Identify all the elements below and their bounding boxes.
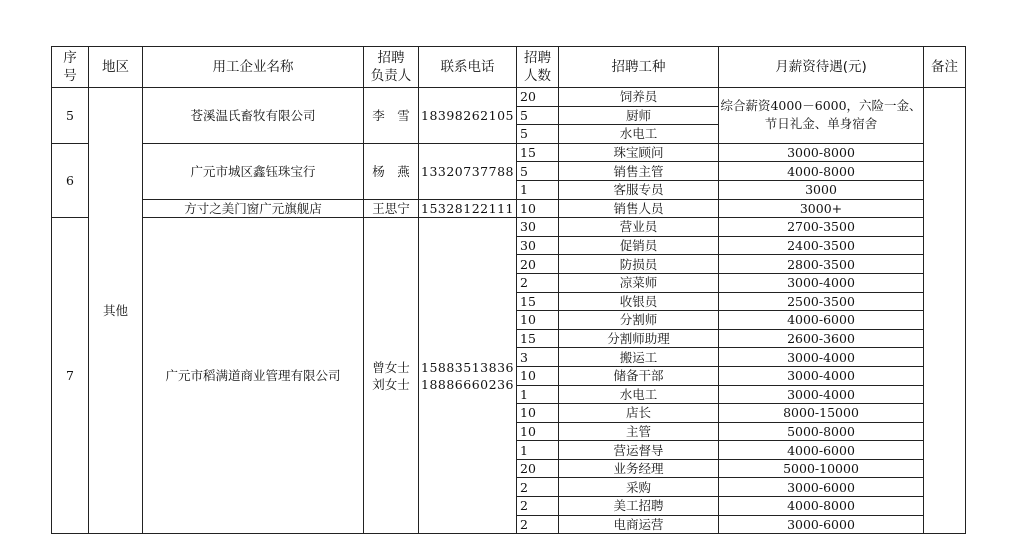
- count-cell: 20: [517, 255, 559, 274]
- salary-cell: 3000-6000: [719, 515, 924, 534]
- count-cell: 2: [517, 478, 559, 497]
- count-cell: 10: [517, 311, 559, 330]
- count-cell: 15: [517, 143, 559, 162]
- job-title-cell: 凉菜师: [559, 273, 719, 292]
- salary-cell: 2800-3500: [719, 255, 924, 274]
- job-title-cell: 防损员: [559, 255, 719, 274]
- job-title-cell: 业务经理: [559, 459, 719, 478]
- header-phone: 联系电话: [419, 47, 517, 88]
- recruitment-table: [51, 46, 966, 534]
- seq-cell: 6: [52, 143, 89, 217]
- job-title-cell: 营业员: [559, 218, 719, 237]
- count-cell: 20: [517, 459, 559, 478]
- job-title-cell: 珠宝顾问: [559, 143, 719, 162]
- salary-cell: 2500-3500: [719, 292, 924, 311]
- job-title-cell: 销售主管: [559, 162, 719, 181]
- note-cell: [924, 88, 966, 534]
- count-cell: 10: [517, 366, 559, 385]
- job-title-cell: 采购: [559, 478, 719, 497]
- job-title-cell: 饲养员: [559, 88, 719, 107]
- count-cell: 2: [517, 515, 559, 534]
- contact-cell: 李 雪: [364, 88, 419, 144]
- count-cell: 2: [517, 273, 559, 292]
- count-cell: 5: [517, 125, 559, 144]
- job-title-cell: 水电工: [559, 385, 719, 404]
- job-title-cell: 电商运营: [559, 515, 719, 534]
- job-title-cell: 客服专员: [559, 180, 719, 199]
- salary-cell: 3000: [719, 180, 924, 199]
- count-cell: 30: [517, 236, 559, 255]
- salary-cell: 3000-4000: [719, 366, 924, 385]
- table-row: [52, 88, 966, 107]
- salary-cell: 5000-8000: [719, 422, 924, 441]
- job-title-cell: 分割师助理: [559, 329, 719, 348]
- job-title-cell: 店长: [559, 404, 719, 423]
- salary-cell: 4000-8000: [719, 497, 924, 516]
- seq-cell: 7: [52, 218, 89, 534]
- count-cell: 1: [517, 441, 559, 460]
- phone-cell: 15883513836 18886660236: [419, 218, 517, 534]
- salary-cell: 4000-6000: [719, 311, 924, 330]
- company-name-cell: 苍溪温氏畜牧有限公司: [143, 88, 364, 144]
- header-seq: 序 号: [52, 47, 89, 88]
- salary-cell: 5000-10000: [719, 459, 924, 478]
- salary-cell: 2400-3500: [719, 236, 924, 255]
- job-title-cell: 厨师: [559, 106, 719, 125]
- salary-cell: 3000-4000: [719, 273, 924, 292]
- count-cell: 15: [517, 292, 559, 311]
- table-row: [52, 199, 966, 218]
- salary-cell: 2700-3500: [719, 218, 924, 237]
- header-job: 招聘工种: [559, 47, 719, 88]
- phone-cell: 18398262105: [419, 88, 517, 144]
- count-cell: 10: [517, 404, 559, 423]
- job-title-cell: 美工招聘: [559, 497, 719, 516]
- header-area: 地区: [89, 47, 143, 88]
- count-cell: 5: [517, 106, 559, 125]
- salary-cell: 3000-8000: [719, 143, 924, 162]
- header-note: 备注: [924, 47, 966, 88]
- salary-cell: 3000-6000: [719, 478, 924, 497]
- header-company: 用工企业名称: [143, 47, 364, 88]
- contact-cell: 杨 燕: [364, 143, 419, 199]
- contact-cell: 王思宁: [364, 199, 419, 218]
- phone-cell: 15328122111: [419, 199, 517, 218]
- count-cell: 1: [517, 180, 559, 199]
- seq-cell: 5: [52, 88, 89, 144]
- count-cell: 1: [517, 385, 559, 404]
- table-row: [52, 143, 966, 162]
- job-title-cell: 促销员: [559, 236, 719, 255]
- table-row: [52, 218, 966, 237]
- header-count: 招聘 人数: [517, 47, 559, 88]
- salary-cell: 4000-6000: [719, 441, 924, 460]
- header-salary: 月薪资待遇(元): [719, 47, 924, 88]
- salary-cell: 3000-4000: [719, 385, 924, 404]
- count-cell: 3: [517, 348, 559, 367]
- job-title-cell: 销售人员: [559, 199, 719, 218]
- job-title-cell: 营运督导: [559, 441, 719, 460]
- count-cell: 20: [517, 88, 559, 107]
- job-title-cell: 主管: [559, 422, 719, 441]
- company-name-cell: 方寸之美门窗广元旗舰店: [143, 199, 364, 218]
- company-name-cell: 广元市稻满道商业管理有限公司: [143, 218, 364, 534]
- contact-cell: 曾女士 刘女士: [364, 218, 419, 534]
- count-cell: 5: [517, 162, 559, 181]
- table-body: [52, 88, 966, 534]
- salary-cell: 综合薪资4000－6000，六险一金、节日礼金、单身宿舍: [719, 88, 924, 144]
- count-cell: 30: [517, 218, 559, 237]
- salary-cell: 4000-8000: [719, 162, 924, 181]
- count-cell: 10: [517, 199, 559, 218]
- job-title-cell: 分割师: [559, 311, 719, 330]
- count-cell: 15: [517, 329, 559, 348]
- salary-cell: 8000-15000: [719, 404, 924, 423]
- phone-cell: 13320737788: [419, 143, 517, 199]
- job-title-cell: 收银员: [559, 292, 719, 311]
- count-cell: 2: [517, 497, 559, 516]
- job-title-cell: 储备干部: [559, 366, 719, 385]
- job-title-cell: 水电工: [559, 125, 719, 144]
- job-title-cell: 搬运工: [559, 348, 719, 367]
- area-cell: 其他: [89, 88, 143, 534]
- salary-cell: 2600-3600: [719, 329, 924, 348]
- header-contact: 招聘 负责人: [364, 47, 419, 88]
- company-name-cell: 广元市城区鑫钰珠宝行: [143, 143, 364, 199]
- count-cell: 10: [517, 422, 559, 441]
- salary-cell: 3000+: [719, 199, 924, 218]
- header-row: [52, 47, 966, 88]
- salary-cell: 3000-4000: [719, 348, 924, 367]
